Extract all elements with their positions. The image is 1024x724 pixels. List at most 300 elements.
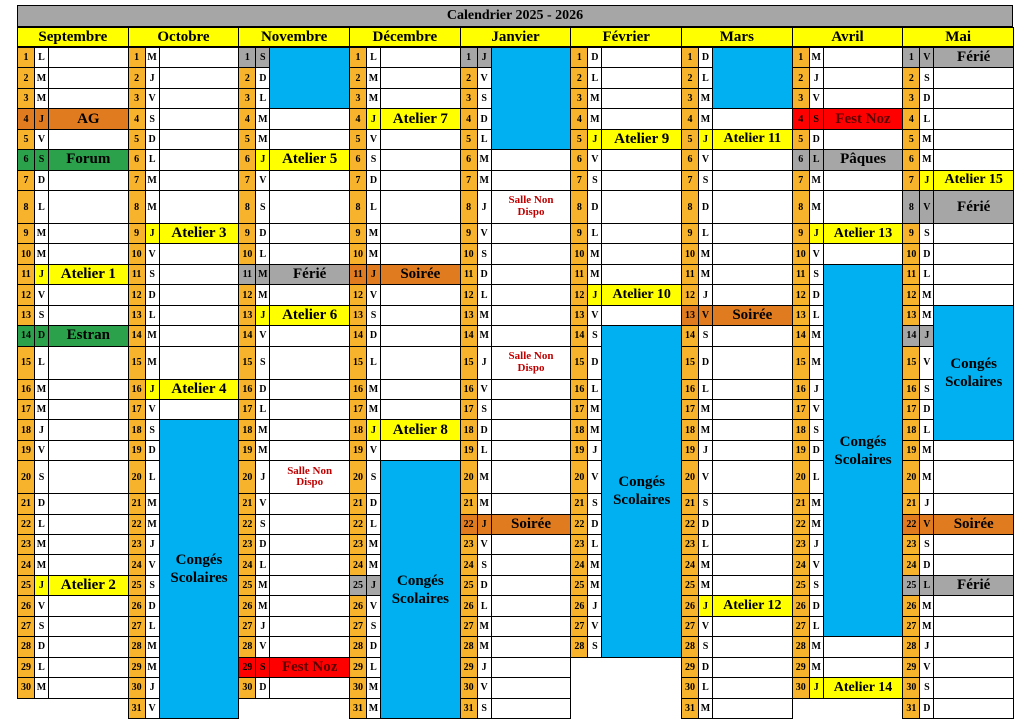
day-number: 14 — [902, 325, 920, 346]
weekday-letter: M — [698, 243, 713, 264]
day-number: 27 — [460, 616, 478, 637]
weekday-letter: L — [34, 47, 49, 68]
day-number: 2 — [460, 67, 478, 88]
day-number: 6 — [238, 149, 256, 170]
day-cell — [712, 657, 793, 678]
weekday-letter: V — [919, 657, 934, 678]
day-number: 15 — [460, 346, 478, 380]
holiday-block — [602, 326, 681, 657]
day-number: 16 — [681, 379, 699, 400]
weekday-letter: L — [698, 677, 713, 698]
day-number: 15 — [902, 346, 920, 380]
weekday-letter: V — [477, 677, 492, 698]
weekday-letter: S — [919, 379, 934, 400]
day-number: 29 — [681, 657, 699, 678]
weekday-letter: J — [477, 47, 492, 68]
day-number: 6 — [17, 149, 35, 170]
weekday-letter: D — [587, 514, 602, 535]
weekday-letter: J — [145, 534, 160, 555]
day-cell — [823, 657, 904, 678]
day-cell — [491, 305, 572, 326]
weekday-letter: M — [809, 636, 824, 657]
weekday-letter: S — [698, 325, 713, 346]
day-number: 18 — [17, 419, 35, 440]
weekday-letter: L — [587, 379, 602, 400]
day-number: 10 — [570, 243, 588, 264]
weekday-letter: D — [809, 595, 824, 616]
weekday-letter: V — [366, 440, 381, 461]
weekday-letter: J — [477, 514, 492, 535]
weekday-letter: D — [34, 636, 49, 657]
day-number: 22 — [238, 514, 256, 535]
holiday-block — [492, 48, 571, 149]
weekday-letter: M — [477, 149, 492, 170]
day-number: 28 — [460, 636, 478, 657]
day-cell — [933, 677, 1014, 698]
day-number: 10 — [902, 243, 920, 264]
weekday-letter: M — [34, 534, 49, 555]
day-number: 9 — [792, 223, 810, 244]
day-number: 1 — [349, 47, 367, 68]
day-number: 19 — [681, 440, 699, 461]
holiday-block — [270, 48, 349, 108]
day-cell — [491, 243, 572, 264]
event-label — [159, 223, 240, 244]
weekday-letter: M — [698, 399, 713, 420]
weekday-letter: V — [809, 399, 824, 420]
day-cell — [269, 129, 350, 150]
day-number: 12 — [681, 284, 699, 305]
day-number: 14 — [17, 325, 35, 346]
day-cell — [712, 534, 793, 555]
day-number: 27 — [17, 616, 35, 637]
weekday-letter: L — [809, 616, 824, 637]
day-cell — [380, 399, 461, 420]
day-cell — [712, 554, 793, 575]
weekday-letter: L — [587, 534, 602, 555]
weekday-letter: M — [366, 379, 381, 400]
event-label — [712, 595, 793, 616]
day-number: 16 — [902, 379, 920, 400]
event-text: Forum — [66, 151, 111, 168]
event-text: Férié — [957, 198, 991, 215]
day-number: 23 — [349, 534, 367, 555]
weekday-letter: D — [255, 379, 270, 400]
day-number: 13 — [570, 305, 588, 326]
day-number: 2 — [17, 67, 35, 88]
day-number: 31 — [349, 698, 367, 719]
day-number: 15 — [238, 346, 256, 380]
day-cell — [159, 67, 240, 88]
weekday-letter: S — [698, 493, 713, 514]
day-number: 3 — [681, 88, 699, 109]
day-number: 20 — [792, 460, 810, 494]
weekday-letter: S — [477, 554, 492, 575]
weekday-letter: L — [366, 346, 381, 380]
day-number: 8 — [349, 190, 367, 224]
weekday-letter: L — [145, 149, 160, 170]
day-number: 30 — [460, 677, 478, 698]
day-number: 29 — [792, 657, 810, 678]
day-number: 7 — [902, 170, 920, 191]
day-number: 30 — [349, 677, 367, 698]
day-number: 8 — [17, 190, 35, 224]
day-cell — [380, 325, 461, 346]
weekday-letter: M — [255, 264, 270, 285]
weekday-letter: S — [145, 264, 160, 285]
day-cell — [269, 243, 350, 264]
day-number: 17 — [792, 399, 810, 420]
event-label — [159, 379, 240, 400]
day-cell — [48, 223, 129, 244]
event-label — [933, 170, 1014, 191]
day-cell — [823, 243, 904, 264]
day-cell — [933, 264, 1014, 285]
weekday-letter: M — [366, 534, 381, 555]
weekday-letter: V — [34, 129, 49, 150]
day-number: 13 — [681, 305, 699, 326]
month-header: Novembre — [238, 27, 350, 47]
day-number: 10 — [681, 243, 699, 264]
day-cell — [601, 170, 682, 191]
day-number: 22 — [460, 514, 478, 535]
day-number: 17 — [570, 399, 588, 420]
day-cell — [491, 379, 572, 400]
weekday-letter: J — [809, 67, 824, 88]
weekday-letter: M — [145, 170, 160, 191]
day-number: 10 — [792, 243, 810, 264]
event-text: Atelier 5 — [282, 151, 338, 168]
day-number: 4 — [128, 108, 146, 129]
weekday-letter: D — [919, 399, 934, 420]
weekday-letter: S — [366, 149, 381, 170]
weekday-letter: V — [255, 170, 270, 191]
day-cell — [159, 264, 240, 285]
weekday-letter: D — [366, 325, 381, 346]
day-number: 20 — [902, 460, 920, 494]
event-label — [933, 575, 1014, 596]
day-number: 5 — [792, 129, 810, 150]
weekday-letter: D — [477, 419, 492, 440]
day-cell — [269, 346, 350, 380]
day-number: 17 — [902, 399, 920, 420]
day-number: 24 — [792, 554, 810, 575]
day-number: 14 — [792, 325, 810, 346]
day-cell — [823, 170, 904, 191]
weekday-letter: L — [698, 534, 713, 555]
weekday-letter: M — [809, 514, 824, 535]
weekday-letter: M — [366, 698, 381, 719]
day-cell — [933, 493, 1014, 514]
day-cell — [712, 698, 793, 719]
day-number: 25 — [681, 575, 699, 596]
weekday-letter: L — [366, 657, 381, 678]
weekday-letter: M — [34, 399, 49, 420]
conges-scolaires-text: Congés Scolaires — [834, 433, 892, 468]
day-number: 24 — [128, 554, 146, 575]
day-number: 14 — [460, 325, 478, 346]
day-number: 1 — [238, 47, 256, 68]
weekday-letter: J — [255, 305, 270, 326]
day-cell — [491, 636, 572, 657]
day-number: 29 — [349, 657, 367, 678]
day-cell — [712, 170, 793, 191]
day-number: 14 — [128, 325, 146, 346]
day-number: 15 — [17, 346, 35, 380]
weekday-letter: J — [255, 149, 270, 170]
day-number: 18 — [128, 419, 146, 440]
day-cell — [491, 399, 572, 420]
day-cell — [269, 595, 350, 616]
event-text: Atelier 7 — [392, 110, 448, 127]
day-number: 22 — [17, 514, 35, 535]
weekday-letter: S — [809, 419, 824, 440]
day-number: 6 — [349, 149, 367, 170]
day-number: 13 — [792, 305, 810, 326]
day-cell — [48, 493, 129, 514]
event-text: Fest Noz — [835, 110, 891, 127]
weekday-letter: S — [919, 534, 934, 555]
day-number: 4 — [460, 108, 478, 129]
day-number: 16 — [792, 379, 810, 400]
weekday-letter: J — [698, 440, 713, 461]
weekday-letter: D — [145, 440, 160, 461]
day-cell — [601, 305, 682, 326]
weekday-letter: D — [34, 325, 49, 346]
holiday-block — [713, 48, 792, 108]
day-cell — [48, 346, 129, 380]
day-number: 7 — [792, 170, 810, 191]
day-cell — [269, 223, 350, 244]
day-number: 29 — [128, 657, 146, 678]
weekday-letter: M — [698, 554, 713, 575]
day-cell — [380, 284, 461, 305]
day-number: 25 — [902, 575, 920, 596]
day-number: 7 — [128, 170, 146, 191]
day-cell — [712, 575, 793, 596]
weekday-letter: M — [477, 636, 492, 657]
day-cell — [712, 223, 793, 244]
day-number: 2 — [128, 67, 146, 88]
weekday-letter: V — [698, 149, 713, 170]
weekday-letter: M — [366, 677, 381, 698]
day-cell — [159, 88, 240, 109]
day-cell — [491, 264, 572, 285]
weekday-letter: V — [366, 595, 381, 616]
day-number: 27 — [792, 616, 810, 637]
day-cell — [269, 379, 350, 400]
day-number: 28 — [17, 636, 35, 657]
day-number: 1 — [792, 47, 810, 68]
weekday-letter: S — [809, 108, 824, 129]
day-number: 13 — [128, 305, 146, 326]
day-cell — [933, 595, 1014, 616]
conges-scolaires-text: Congés Scolaires — [945, 355, 1003, 390]
weekday-letter: M — [145, 346, 160, 380]
event-label — [380, 108, 461, 129]
day-cell — [491, 460, 572, 494]
event-label — [380, 419, 461, 440]
day-number: 19 — [128, 440, 146, 461]
day-number: 1 — [570, 47, 588, 68]
event-label — [712, 305, 793, 326]
weekday-letter: M — [809, 493, 824, 514]
weekday-letter: M — [255, 419, 270, 440]
weekday-letter: S — [145, 575, 160, 596]
day-cell — [48, 67, 129, 88]
day-cell — [269, 616, 350, 637]
weekday-letter: M — [587, 243, 602, 264]
day-number: 3 — [570, 88, 588, 109]
day-number: 9 — [460, 223, 478, 244]
day-number: 19 — [792, 440, 810, 461]
weekday-letter: V — [255, 325, 270, 346]
weekday-letter: J — [809, 379, 824, 400]
conges-scolaires-text: Congés Scolaires — [391, 572, 449, 607]
day-cell — [491, 170, 572, 191]
day-cell — [48, 47, 129, 68]
weekday-letter: L — [477, 440, 492, 461]
weekday-letter: L — [919, 108, 934, 129]
day-number: 21 — [128, 493, 146, 514]
day-cell — [380, 88, 461, 109]
day-cell — [933, 108, 1014, 129]
day-cell — [380, 440, 461, 461]
weekday-letter: L — [255, 399, 270, 420]
day-number: 27 — [238, 616, 256, 637]
weekday-letter: M — [809, 170, 824, 191]
weekday-letter: M — [34, 67, 49, 88]
weekday-letter: J — [809, 677, 824, 698]
day-number: 12 — [238, 284, 256, 305]
weekday-letter: D — [919, 698, 934, 719]
day-number: 8 — [570, 190, 588, 224]
day-number: 4 — [238, 108, 256, 129]
weekday-letter: M — [34, 677, 49, 698]
day-cell — [159, 47, 240, 68]
day-cell — [933, 460, 1014, 494]
day-cell — [491, 616, 572, 637]
weekday-letter: J — [587, 440, 602, 461]
weekday-letter: M — [34, 243, 49, 264]
weekday-letter: D — [587, 47, 602, 68]
day-number: 10 — [460, 243, 478, 264]
event-text: Férié — [957, 49, 991, 66]
day-number: 5 — [460, 129, 478, 150]
event-text: Atelier 13 — [833, 225, 893, 241]
day-number: 21 — [460, 493, 478, 514]
day-cell — [491, 657, 572, 678]
day-number: 1 — [17, 47, 35, 68]
day-number: 31 — [681, 698, 699, 719]
weekday-letter: J — [809, 223, 824, 244]
weekday-letter: L — [477, 129, 492, 150]
weekday-letter: J — [477, 190, 492, 224]
weekday-letter: M — [145, 657, 160, 678]
day-cell — [933, 223, 1014, 244]
conges-scolaires-text: Congés Scolaires — [613, 474, 671, 509]
day-cell — [823, 129, 904, 150]
day-number: 26 — [460, 595, 478, 616]
day-cell — [380, 346, 461, 380]
day-cell — [269, 534, 350, 555]
day-number: 17 — [17, 399, 35, 420]
day-number: 14 — [238, 325, 256, 346]
day-number: 9 — [17, 223, 35, 244]
day-cell — [48, 379, 129, 400]
day-cell — [601, 223, 682, 244]
weekday-letter: J — [587, 284, 602, 305]
day-cell — [491, 554, 572, 575]
day-number: 5 — [17, 129, 35, 150]
day-cell — [601, 190, 682, 224]
weekday-letter: M — [255, 108, 270, 129]
weekday-letter: M — [477, 170, 492, 191]
event-label — [823, 108, 904, 129]
weekday-letter: V — [145, 554, 160, 575]
day-cell — [601, 149, 682, 170]
day-number: 19 — [460, 440, 478, 461]
day-cell — [48, 677, 129, 698]
day-number: 29 — [460, 657, 478, 678]
event-text: Soirée — [732, 306, 773, 323]
event-label — [48, 575, 129, 596]
day-number: 28 — [681, 636, 699, 657]
weekday-letter: V — [477, 379, 492, 400]
day-cell — [159, 305, 240, 326]
weekday-letter: S — [366, 305, 381, 326]
weekday-letter: L — [145, 460, 160, 494]
month-header: Avril — [792, 27, 904, 47]
day-number: 8 — [902, 190, 920, 224]
weekday-letter: S — [587, 493, 602, 514]
calendar-grid — [17, 5, 1013, 718]
calendar-title: Calendrier 2025 - 2026 — [17, 5, 1013, 27]
weekday-letter: S — [698, 170, 713, 191]
day-number: 12 — [792, 284, 810, 305]
event-text: Pâques — [840, 151, 886, 168]
weekday-letter: M — [919, 595, 934, 616]
day-cell — [159, 149, 240, 170]
day-cell — [48, 190, 129, 224]
day-number: 28 — [902, 636, 920, 657]
day-cell — [48, 88, 129, 109]
day-cell — [159, 284, 240, 305]
weekday-letter: V — [698, 460, 713, 494]
day-cell — [491, 149, 572, 170]
day-number: 5 — [681, 129, 699, 150]
day-number: 1 — [681, 47, 699, 68]
day-number: 15 — [792, 346, 810, 380]
weekday-letter: L — [809, 149, 824, 170]
day-cell — [712, 440, 793, 461]
weekday-letter: J — [145, 379, 160, 400]
day-number: 19 — [17, 440, 35, 461]
day-number: 4 — [792, 108, 810, 129]
weekday-letter: S — [34, 149, 49, 170]
day-cell — [823, 88, 904, 109]
day-number: 25 — [570, 575, 588, 596]
weekday-letter: V — [919, 190, 934, 224]
weekday-letter: M — [34, 88, 49, 109]
day-number: 28 — [128, 636, 146, 657]
day-number: 11 — [238, 264, 256, 285]
weekday-letter: V — [477, 67, 492, 88]
day-number: 15 — [681, 346, 699, 380]
month-header: Mai — [902, 27, 1014, 47]
day-cell — [491, 440, 572, 461]
weekday-letter: J — [366, 575, 381, 596]
